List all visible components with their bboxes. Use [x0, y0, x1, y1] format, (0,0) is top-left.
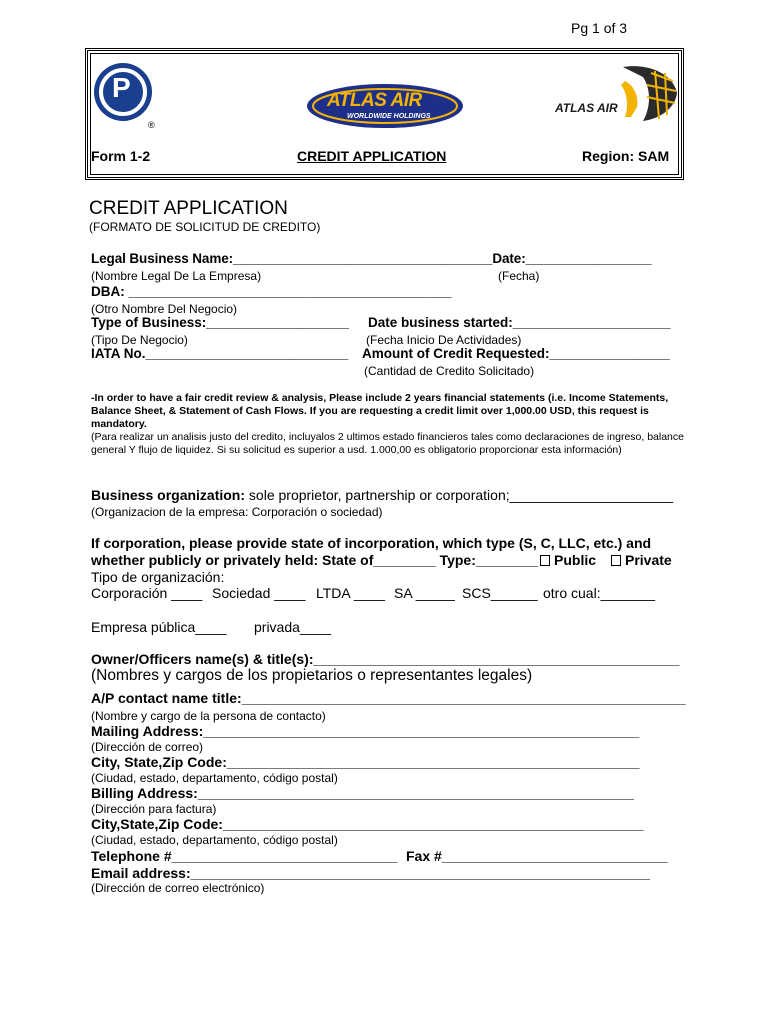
email-es: (Dirección de correo electrónico) — [91, 881, 265, 895]
scs-field[interactable]: SCS______ — [462, 585, 538, 601]
fax-field[interactable]: Fax #_____________________________ — [406, 848, 668, 864]
ltda-field[interactable]: LTDA ____ — [316, 585, 386, 601]
tipo-organizacion: Tipo de organización: — [91, 569, 225, 585]
type-business-es: (Tipo De Negocio) — [91, 333, 188, 347]
public-checkbox[interactable] — [540, 552, 596, 568]
atlas-air-logo — [555, 63, 680, 123]
date-started-field[interactable]: Date business started:_____________________ — [368, 315, 671, 330]
public-label: Public — [554, 552, 597, 568]
p-logo — [93, 60, 155, 132]
page-title: CREDIT APPLICATION — [89, 198, 288, 219]
amount-es: (Cantidad de Credito Solicitado) — [364, 364, 535, 378]
financial-notice-es: (Para realizar un analisis justo del credito, incluyalos 2 ultimos estado financieros tales como declaraciones de ingreso, balance general Y flujo de liquidez. Si su solicitud es superior a usd. 1.000,00 es obligatorio proporcionar esta información) — [91, 431, 684, 456]
dba-es: (Otro Nombre Del Negocio) — [91, 302, 238, 316]
business-org-options: sole proprietor, partnership or corporation;_____________________ — [245, 487, 674, 503]
region: Region: SAM — [582, 148, 670, 164]
email-field[interactable]: Email address:___________________________________________________________ — [91, 865, 650, 881]
atlas-air-logo-text: ATLAS AIR — [327, 90, 422, 111]
corp-line-1: If corporation, please provide state of incorporation, which type (S, C, LLC, etc.) and — [91, 535, 652, 551]
business-org-field[interactable] — [91, 487, 673, 503]
atlas-air-worldwide-logo — [305, 82, 465, 130]
city-state-zip-es: (Ciudad, estado, departamento, código postal) — [91, 771, 338, 785]
billing-address-es: (Dirección para factura) — [91, 802, 217, 816]
business-org-label: Business organization: — [91, 487, 246, 503]
ap-contact-field[interactable]: A/P contact name title:_________________________________________________________ — [91, 690, 686, 706]
owners-field[interactable]: Owner/Officers name(s) & title(s):_______________________________________________ — [91, 651, 680, 667]
page-subtitle: (FORMATO DE SOLICITUD DE CREDITO) — [89, 220, 321, 234]
telephone-field[interactable]: Telephone #_____________________________ — [91, 848, 398, 864]
legal-name-es: (Nombre Legal De La Empresa) — [91, 269, 262, 283]
billing-address-field[interactable]: Billing Address:________________________________________________________ — [91, 785, 634, 801]
private-label: Private — [625, 552, 672, 568]
otro-field[interactable]: otro cual:_______ — [543, 585, 656, 601]
type-business-field[interactable]: Type of Business:___________________ — [91, 315, 349, 330]
ap-contact-es: (Nombre y cargo de la persona de contacto) — [91, 709, 326, 723]
p-logo-letter: P — [112, 72, 131, 103]
atlas-air-right-text: ATLAS AIR — [555, 101, 618, 115]
mailing-address-field[interactable]: Mailing Address:________________________________________________________ — [91, 723, 640, 739]
worldwide-holdings-text: WORLDWIDE HOLDINGS — [347, 113, 431, 120]
empresa-publica-field[interactable]: Empresa pública____ — [91, 619, 227, 635]
private-checkbox[interactable] — [611, 552, 672, 568]
privada-field[interactable]: privada____ — [254, 619, 332, 635]
private-checkbox-box[interactable] — [611, 555, 621, 566]
amount-field[interactable]: Amount of Credit Requested:________________ — [362, 346, 670, 361]
form-number: Form 1-2 — [91, 148, 151, 164]
mailing-address-es: (Dirección de correo) — [91, 740, 204, 754]
date-started-es: (Fecha Inicio De Actividades) — [366, 333, 522, 347]
billing-city-state-zip-field[interactable]: City,State,Zip Code:______________________________________________________ — [91, 816, 644, 832]
page-indicator: Pg 1 of 3 — [571, 20, 628, 36]
dba-field[interactable]: DBA: ___________________________________________ — [91, 284, 452, 299]
city-state-zip-field[interactable]: City, State,Zip Code:_____________________________________________________ — [91, 754, 640, 770]
public-checkbox-box[interactable] — [540, 555, 550, 566]
owners-es: (Nombres y cargos de los propietarios o representantes legales) — [91, 667, 533, 684]
sa-field[interactable]: SA _____ — [394, 585, 455, 601]
business-org-es: (Organizacion de la empresa: Corporación o sociedad) — [91, 505, 383, 519]
billing-city-state-zip-es: (Ciudad, estado, departamento, código postal) — [91, 833, 338, 847]
date-es: (Fecha) — [498, 269, 540, 283]
legal-name-field[interactable]: Legal Business Name:___________________________________Date:_________________ — [91, 251, 652, 266]
header-title: CREDIT APPLICATION — [297, 148, 447, 164]
registered-mark: ® — [148, 120, 155, 130]
sociedad-field[interactable]: Sociedad ____ — [212, 585, 306, 601]
iata-field[interactable]: IATA No.___________________________ — [91, 346, 349, 361]
corp-line-2[interactable]: whether publicly or privately held: State of________ Type:________ — [91, 552, 539, 568]
financial-notice-en: -In order to have a fair credit review & analysis, Please include 2 years financial statements (i.e. Income Statements, Balance Sheet, & Statement of Cash Flows. If you are requesting a credit limit over 1,000.00 USD, this request is mandatory. — [91, 392, 669, 430]
financial-notice — [91, 392, 691, 457]
corporacion-field[interactable]: Corporación ____ — [91, 585, 203, 601]
